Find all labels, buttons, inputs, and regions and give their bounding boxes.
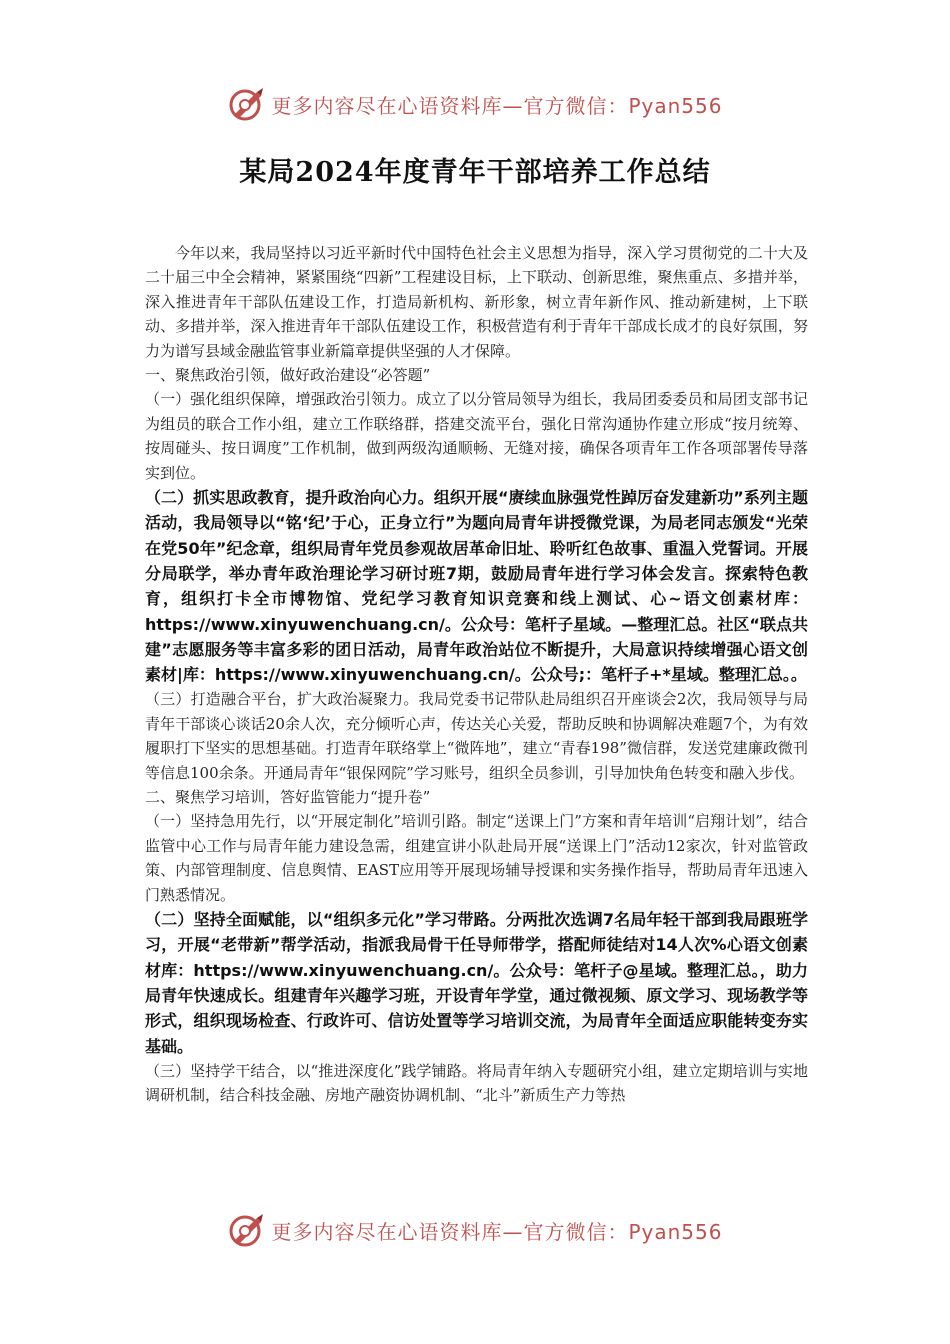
logo-icon <box>227 1210 267 1250</box>
header-watermark-banner <box>0 82 950 126</box>
paragraph-intro: 今年以来，我局坚持以习近平新时代中国特色社会主义思想为指导，深入学习贯彻党的二十大及二十届三中全会精神，紧紧围绕“四新”工程建设目标，上下联动、创新思维，聚焦重点、多措并举，深入推进青年干部队伍建设工作，打造局新机构、新形象，树立青年新作风、推动新建树，上下联动、多措并举，深入推进青年干部队伍建设工作，积极营造有利于青年干部成长成才的良好氛围，努力为谱写县域金融监管事业新篇章提供坚强的人才保障。 <box>145 244 808 360</box>
paragraph: （三）打造融合平台，扩大政治凝聚力。我局党委书记带队赴局组织召开座谈会2次，我局领导与局青年干部谈心谈话20余人次，充分倾听心声，传达关心关爱，帮助反映和协调解决难题7个，为有效履职打下坚实的思想基础。打造青年联络掌上“微阵地”，建立“青春198”微信群，发送党建廉政微刊等信息100余条。开通局青年“银保网院”学习账号，组织全员参训，引导加快角色转变和融入步伐。 <box>145 690 808 782</box>
document-title: 某局2024年度青年干部培养工作总结 <box>239 157 711 188</box>
footer-watermark-banner <box>0 1208 950 1252</box>
document-body <box>145 241 808 1108</box>
paragraph-bold: （二）抓实思政教育，提升政治向心力。组织开展“赓续血脉强党性踔厉奋发建新功”系列主题活动，我局领导以“铭‘纪’于心，正身立行”为题向局青年讲授微党课，为局老同志颁发“光荣在党50年”纪念章，组织局青年党员参观故居革命旧址、聆听红色故事、重温入党誓词。开展分局联学，举办青年政治理论学习研讨班7期，鼓励局青年进行学习体会发言。探索特色教育，组织打卡全市博物馆、党纪学习教育知识竞赛和线上测试、心~语文创素材库：https://www.xinyuwenchuang.cn/。公众号：笔杆子星域。—整理汇总。社区“联点共建”志愿服务等丰富多彩的团日活动，局青年政治站位不断提升，大局意识持续增强心语文创素材|库：https://www.xinyuwenchuang.cn/。公众号;：笔杆子+*星域。整理汇总。。 <box>145 488 808 685</box>
logo-icon <box>227 84 267 124</box>
paragraph: （三）坚持学干结合，以“推进深度化”践学铺路。将局青年纳入专题研究小组，建立定期培训与实地调研机制，结合科技金融、房地产融资协调机制、“北斗”新质生产力等热 <box>145 1061 808 1105</box>
paragraph: （一）强化组织保障，增强政治引领力。成立了以分管局领导为组长，我局团委委员和局团支部书记为组员的联合工作小组，建立工作联络群，搭建交流平台，强化日常沟通协作建立形成“按月统筹、按周碰头、按日调度”工作机制，做到两级沟通顺畅、无缝对接，确保各项青年工作各项部署传导落实到位。 <box>145 390 808 482</box>
section-heading: 一、聚焦政治引领，做好政治建设“必答题” <box>145 366 431 385</box>
paragraph-bold: （二）坚持全面赋能，以“组织多元化”学习带路。分两批次选调7名局年轻干部到我局跟班学习，开展“老带新”帮学活动，指派我局骨干任导师带学，搭配师徒结对14人次%心语文创素材库：https://www.xinyuwenchuang.cn/。公众号：笔杆子@星域。整理汇总。，助力局青年快速成长。组建青年兴趣学习班，开设青年学堂，通过微视频、原文学习、现场教学等形式，组织现场检查、行政许可、信访处置等学习培训交流，为局青年全面适应职能转变夯实基础。 <box>145 910 808 1056</box>
section-heading: 二、聚焦学习培训，答好监管能力“提升卷” <box>145 788 431 807</box>
paragraph: （一）坚持急用先行，以“开展定制化”培训引路。制定“送课上门”方案和青年培训“启翔计划”，结合监管中心工作与局青年能力建设急需，组建宣讲小队赴局开展“送课上门”活动12家次，针对监管政策、内部管理制度、信息舆情、EAST应用等开展现场辅导授课和实务操作指导，帮助局青年迅速入门熟悉情况。 <box>145 812 808 904</box>
watermark-text: 更多内容尽在心语资料库—官方微信：Pyan556 <box>271 1219 723 1244</box>
watermark-text: 更多内容尽在心语资料库—官方微信：Pyan556 <box>271 93 723 118</box>
